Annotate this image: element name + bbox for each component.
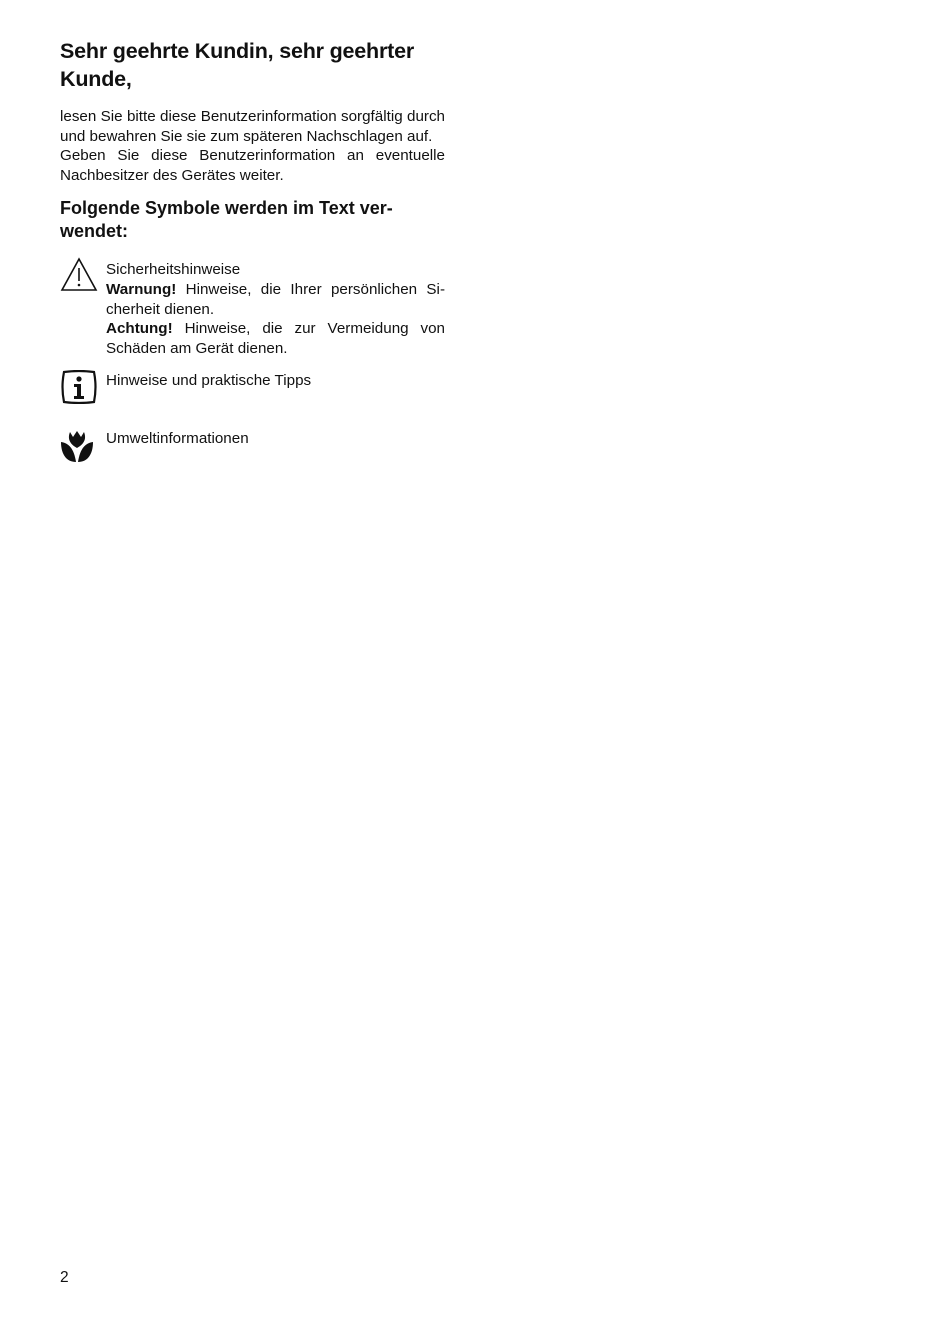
symbols-heading: Folgende Symbole werden im Text verwendet: [60, 198, 393, 242]
environment-text: Umweltinformationen [106, 430, 249, 448]
symbol-row-environment [60, 428, 445, 469]
intro-paragraph-2: Geben Sie diese Benutzerinformation an eventuelle Nachbesitzer des Gerätes weiter. [60, 147, 445, 184]
caution-text: Hinweise, die zur Vermeidung von Schäden am Gerät dienen. [106, 320, 445, 357]
warning-label: Warnung! [106, 280, 177, 298]
symbol-row-tips [60, 370, 445, 409]
safety-title: Sicherheitshinweise [106, 261, 241, 279]
warning-text: Hinweise, die Ihrer persönlichen Sicherheit dienen. [106, 280, 445, 318]
page-number: 2 [60, 1269, 69, 1286]
info-icon [60, 370, 106, 409]
page-heading: Sehr geehrte Kundin, sehr geehrter Kunde, [60, 39, 415, 91]
caution-label: Achtung! [106, 320, 173, 338]
warning-triangle-icon [60, 257, 106, 298]
caution-note [106, 319, 445, 358]
intro-paragraph-1: lesen Sie bitte diese Benutzerinformation sorgfältig durch und bewahren Sie sie zum späteren Nachschlagen auf. [60, 108, 445, 145]
warning-note [106, 280, 445, 319]
tulip-icon [60, 428, 106, 469]
symbol-row-safety [60, 257, 445, 358]
content-column [60, 37, 445, 469]
tips-text: Hinweise und praktische Tipps [106, 372, 312, 390]
